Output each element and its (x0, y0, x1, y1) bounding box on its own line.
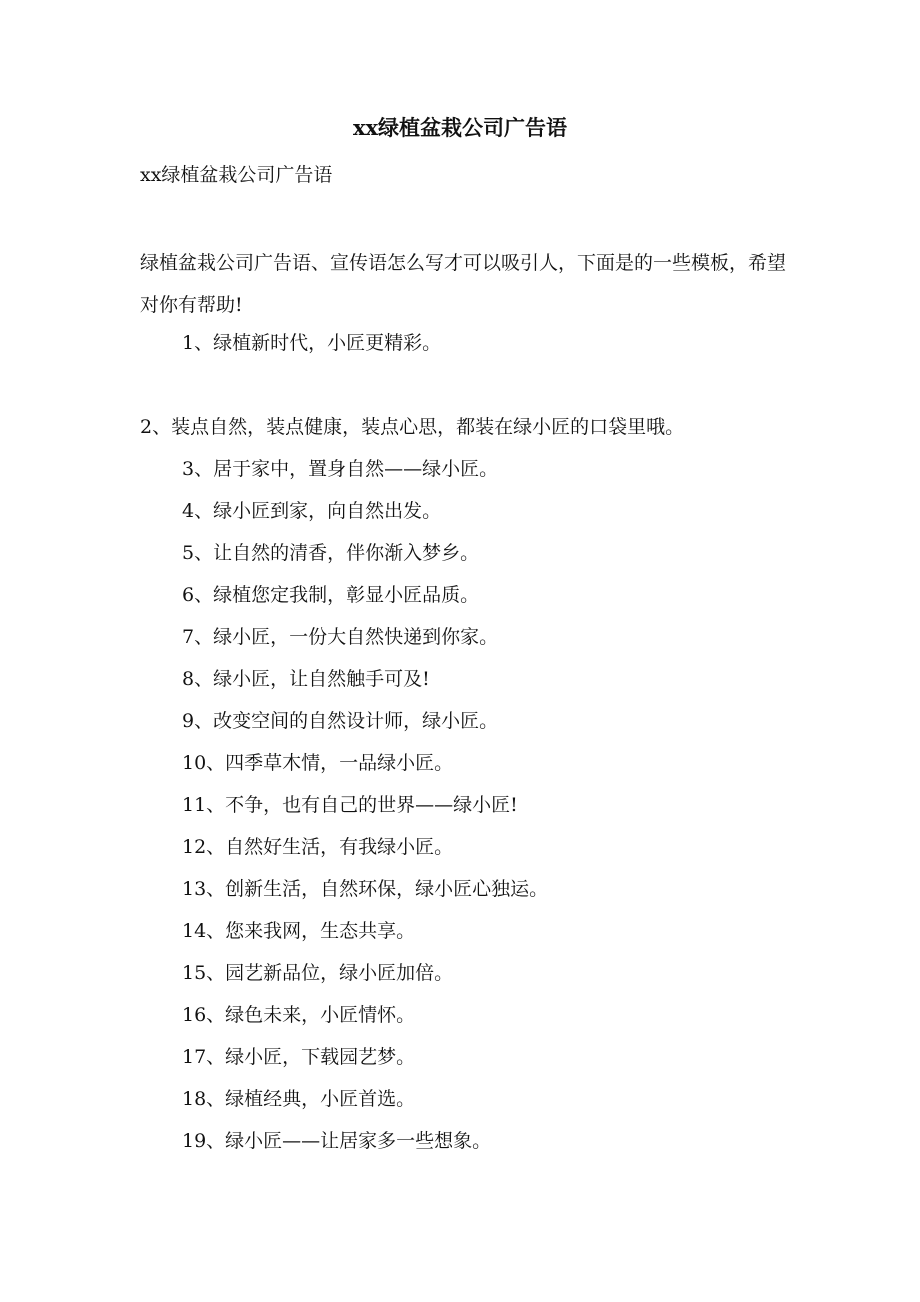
document-subtitle: xx绿植盆栽公司广告语 (140, 164, 333, 186)
slogan-item: 13、创新生活，自然环保，绿小匠心独运。 (182, 878, 549, 900)
intro-paragraph: 绿植盆栽公司广告语、宣传语怎么写才可以吸引人，下面是的一些模板，希望对你有帮助! (140, 252, 787, 316)
slogan-item: 16、绿色未来，小匠情怀。 (182, 1004, 416, 1026)
slogan-item: 10、四季草木情，一品绿小匠。 (182, 752, 454, 774)
slogan-item: 12、自然好生活，有我绿小匠。 (182, 836, 454, 858)
slogan-item: 17、绿小匠，下载园艺梦。 (182, 1046, 416, 1068)
document-title: xx绿植盆栽公司广告语 (352, 115, 568, 140)
slogan-item: 4、绿小匠到家，向自然出发。 (182, 500, 442, 522)
slogan-item: 1、绿植新时代，小匠更精彩。 (182, 332, 442, 354)
slogan-item: 8、绿小匠，让自然触手可及! (182, 668, 430, 690)
slogan-item: 9、改变空间的自然设计师，绿小匠。 (182, 710, 499, 732)
slogan-item: 2、装点自然，装点健康，装点心思，都装在绿小匠的口袋里哦。 (140, 416, 685, 438)
slogan-item: 18、绿植经典，小匠首选。 (182, 1088, 416, 1110)
slogan-item: 3、居于家中，置身自然——绿小匠。 (182, 458, 499, 480)
slogan-item: 7、绿小匠，一份大自然快递到你家。 (182, 626, 499, 648)
slogan-item: 14、您来我网，生态共享。 (182, 920, 416, 942)
slogan-item: 5、让自然的清香，伴你渐入梦乡。 (182, 542, 480, 564)
slogan-item: 15、园艺新品位，绿小匠加倍。 (182, 962, 454, 984)
slogan-item: 11、不争，也有自己的世界——绿小匠! (182, 794, 518, 816)
slogan-item: 19、绿小匠——让居家多一些想象。 (182, 1130, 492, 1152)
slogan-item: 6、绿植您定我制，彰显小匠品质。 (182, 584, 480, 606)
